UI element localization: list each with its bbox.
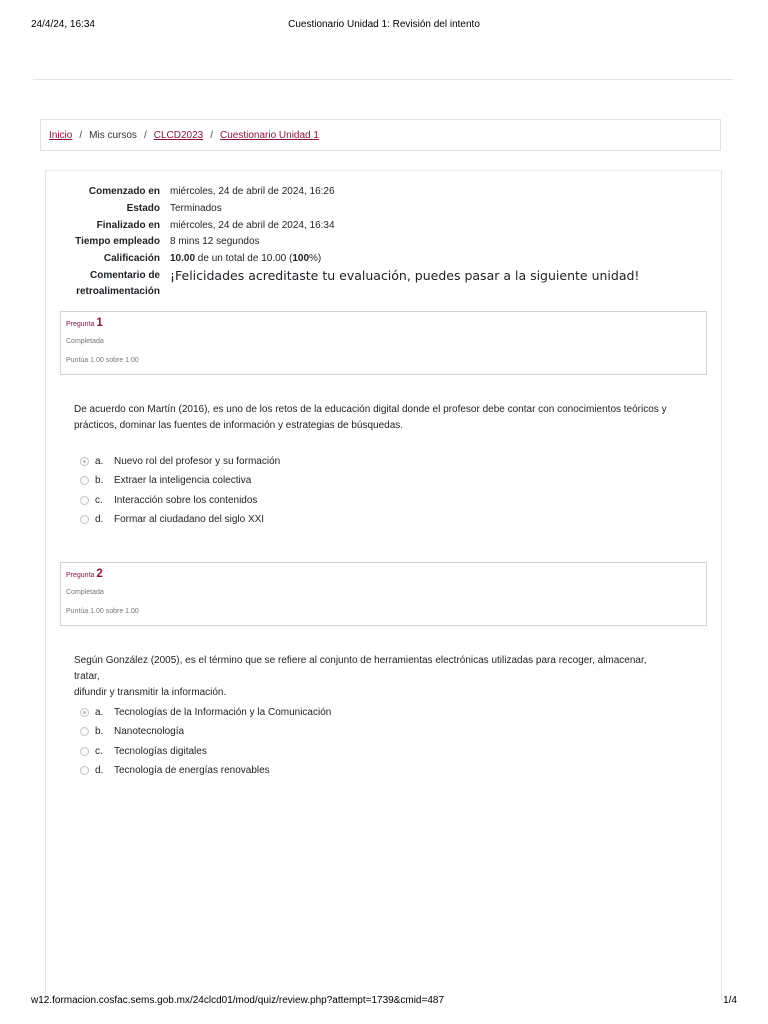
option-text: Extraer la inteligencia colectiva	[114, 474, 252, 486]
option-text: Nuevo rol del profesor y su formación	[114, 455, 281, 467]
question-grade: Puntúa 1.00 sobre 1.00	[66, 357, 139, 364]
question-text-line: prácticos, dominar las fuentes de información y estrategias de búsquedas.	[74, 420, 404, 431]
radio-icon[interactable]	[80, 766, 89, 775]
option-letter: c.	[95, 494, 103, 506]
answer-option[interactable]	[80, 493, 257, 507]
option-text: Tecnologías de la Información y la Comunicación	[114, 706, 332, 718]
print-document-title: Cuestionario Unidad 1: Revisión del intento	[288, 19, 480, 30]
option-letter: c.	[95, 745, 103, 757]
question-number: 2	[96, 568, 103, 580]
started-value: miércoles, 24 de abril de 2024, 16:26	[170, 186, 335, 197]
option-letter: b.	[95, 474, 104, 486]
question-text-line: De acuerdo con Martín (2016), es uno de los retos de la educación digital donde el profesor debe contar con conocimientos teóricos y	[74, 404, 667, 415]
question-state: Completada	[66, 338, 104, 345]
feedback-label-line-1: Comentario de	[89, 270, 160, 281]
answer-option[interactable]	[80, 512, 264, 526]
breadcrumb-separator: /	[79, 129, 83, 141]
breadcrumb-separator: /	[210, 129, 213, 141]
question-prefix: Pregunta	[66, 321, 95, 328]
finished-label: Finalizado en	[96, 220, 160, 231]
radio-icon[interactable]	[80, 747, 89, 756]
print-datetime: 24/4/24, 16:34	[31, 19, 95, 30]
time-label: Tiempo empleado	[75, 236, 160, 247]
question-heading	[66, 317, 103, 329]
question-info-box	[60, 311, 707, 375]
question-number: 1	[96, 317, 103, 329]
radio-icon[interactable]	[80, 476, 89, 485]
print-footer	[0, 995, 768, 1009]
answer-option[interactable]	[80, 454, 280, 468]
question-grade: Puntúa 1.00 sobre 1.00	[66, 608, 139, 615]
radio-icon[interactable]	[80, 727, 89, 736]
radio-selected-icon[interactable]	[80, 457, 89, 466]
option-letter: d.	[95, 513, 104, 525]
option-text: Tecnologías digitales	[114, 745, 207, 757]
started-label: Comenzado en	[88, 186, 160, 197]
finished-value: miércoles, 24 de abril de 2024, 16:34	[170, 220, 335, 231]
breadcrumb-quiz-link[interactable]: Cuestionario Unidad 1	[219, 129, 319, 141]
grade-total: de un total de 10.00 (	[195, 253, 293, 264]
question-state: Completada	[66, 589, 104, 596]
question-text	[74, 653, 674, 701]
question-heading	[66, 568, 103, 580]
state-label: Estado	[126, 203, 160, 214]
time-value: 8 mins 12 segundos	[170, 236, 260, 247]
answer-option[interactable]	[80, 473, 251, 487]
breadcrumb-course-link[interactable]: CLCD2023	[153, 129, 204, 141]
option-text: Nanotecnología	[114, 725, 185, 737]
breadcrumb	[40, 119, 721, 151]
radio-selected-icon[interactable]	[80, 708, 89, 717]
answer-option[interactable]	[80, 744, 207, 758]
question-info-box	[60, 562, 707, 626]
question-text-line: Según González (2005), es el término que se refiere al conjunto de herramientas electrónicas utilizadas para recoger, almacenar, tratar,	[74, 655, 647, 682]
option-letter: d.	[95, 764, 104, 776]
print-page-number: 1/4	[723, 995, 737, 1006]
question-text-line: difundir y transmitir la información.	[74, 687, 227, 698]
question-prefix: Pregunta	[66, 572, 95, 579]
grade-percent-suffix: %)	[309, 253, 322, 264]
print-url: w12.formacion.cosfac.sems.gob.mx/24clcd01/mod/quiz/review.php?attempt=1739&cmid=487	[31, 995, 445, 1006]
radio-icon[interactable]	[80, 515, 89, 524]
radio-icon[interactable]	[80, 496, 89, 505]
answer-option[interactable]	[80, 724, 184, 738]
top-divider	[33, 79, 733, 80]
feedback-value: ¡Felicidades acreditaste tu evaluación, puedes pasar a la siguiente unidad!	[170, 268, 640, 283]
state-value: Terminados	[170, 203, 222, 214]
answer-option[interactable]	[80, 763, 270, 777]
breadcrumb-home-link[interactable]: Inicio	[49, 129, 73, 141]
breadcrumb-separator: /	[143, 129, 147, 141]
grade-percent: 100	[292, 253, 310, 264]
feedback-label-line-2: retroalimentación	[76, 286, 160, 297]
option-letter: a.	[95, 455, 104, 467]
answer-option[interactable]	[80, 705, 331, 719]
option-text: Tecnología de energías renovables	[114, 764, 270, 776]
grade-value	[170, 253, 321, 264]
grade-score: 10.00	[170, 253, 196, 264]
print-header	[0, 19, 768, 33]
question-text	[74, 402, 674, 434]
option-text: Interacción sobre los contenidos	[114, 494, 258, 506]
option-letter: a.	[95, 706, 104, 718]
breadcrumb-my-courses: Mis cursos	[89, 129, 137, 141]
option-letter: b.	[95, 725, 104, 737]
grade-label: Calificación	[103, 253, 160, 264]
option-text: Formar al ciudadano del siglo XXI	[114, 513, 265, 525]
